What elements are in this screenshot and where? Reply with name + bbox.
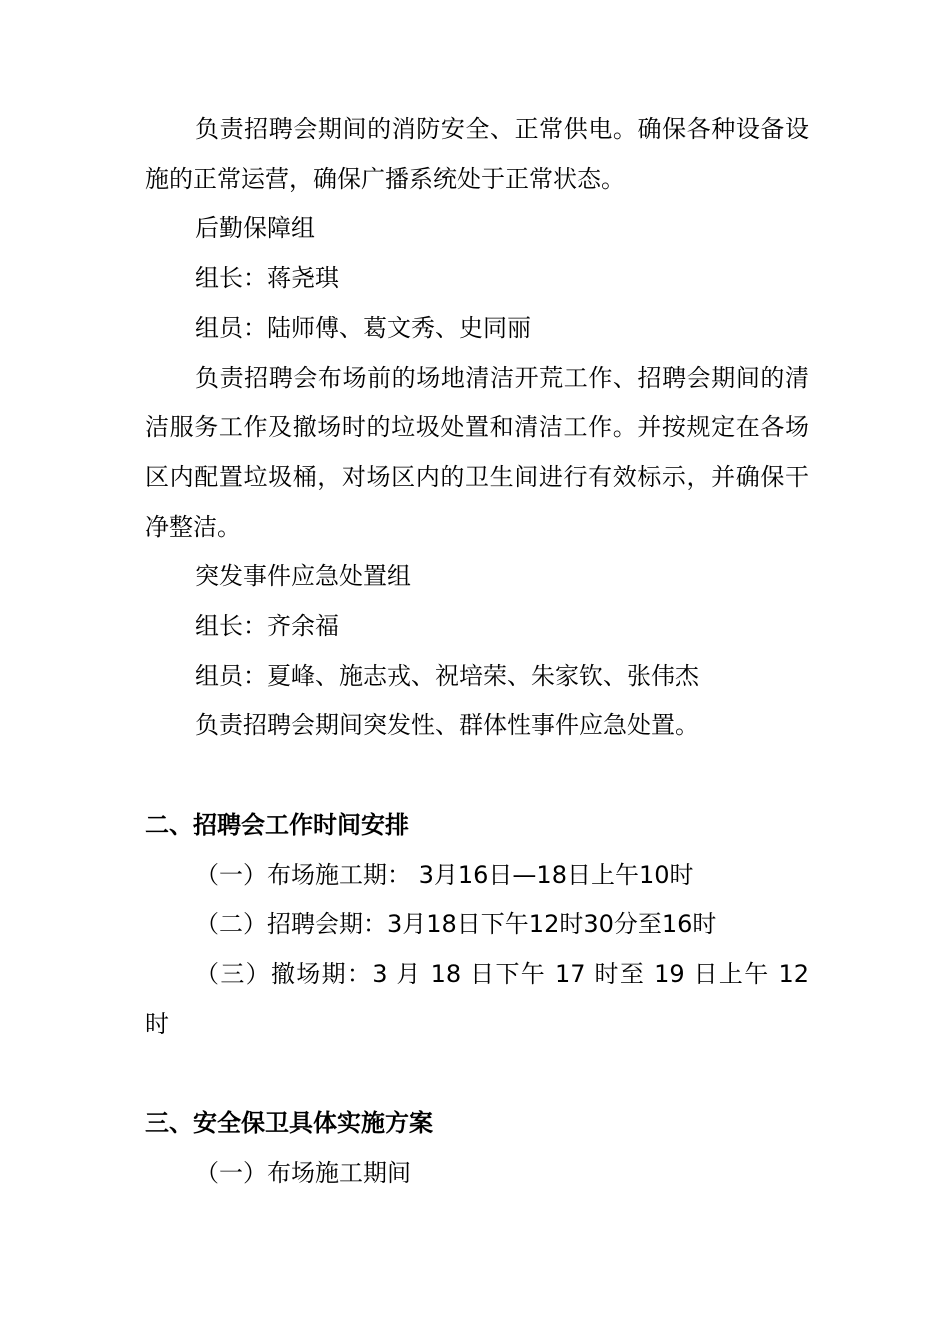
spacer: [145, 751, 809, 801]
group-title-logistics: 后勤保障组: [195, 214, 315, 243]
schedule-item-setup: （一）布场施工期： 3月16日—18日上午10时: [195, 860, 694, 889]
section-heading-security-plan: 三、安全保卫具体实施方案: [145, 1109, 433, 1138]
schedule-item-fair: （二）招聘会期：3月18日下午12时30分至16时: [195, 910, 717, 939]
security-plan-item-setup: （一）布场施工期间: [195, 1158, 411, 1187]
schedule-item-teardown: （三）撤场期：3 月 18 日下午 17 时至 19 日上午 12 时: [145, 959, 809, 1038]
emergency-leader: 组长：齐余福: [195, 612, 339, 641]
logistics-members: 组员：陆师傅、葛文秀、史同丽: [195, 313, 531, 342]
document-page: [145, 105, 809, 1198]
section-heading-schedule: 二、招聘会工作时间安排: [145, 810, 409, 839]
emergency-members: 组员：夏峰、施志戎、祝培荣、朱家钦、张伟杰: [195, 661, 699, 690]
paragraph-emergency-duty: 负责招聘会期间突发性、群体性事件应急处置。: [195, 711, 699, 740]
paragraph-logistics-duty: 负责招聘会布场前的场地清洁开荒工作、招聘会期间的清洁服务工作及撤场时的垃圾处置和清洁工作。并按规定在各场区内配置垃圾桶，对场区内的卫生间进行有效标示，并确保干净整洁。: [145, 363, 809, 541]
group-title-emergency: 突发事件应急处置组: [195, 562, 411, 591]
logistics-leader: 组长：蒋尧琪: [195, 264, 339, 293]
paragraph-fire-safety: 负责招聘会期间的消防安全、正常供电。确保各种设备设施的正常运营，确保广播系统处于正常状态。: [145, 115, 809, 193]
spacer: [145, 1049, 809, 1099]
